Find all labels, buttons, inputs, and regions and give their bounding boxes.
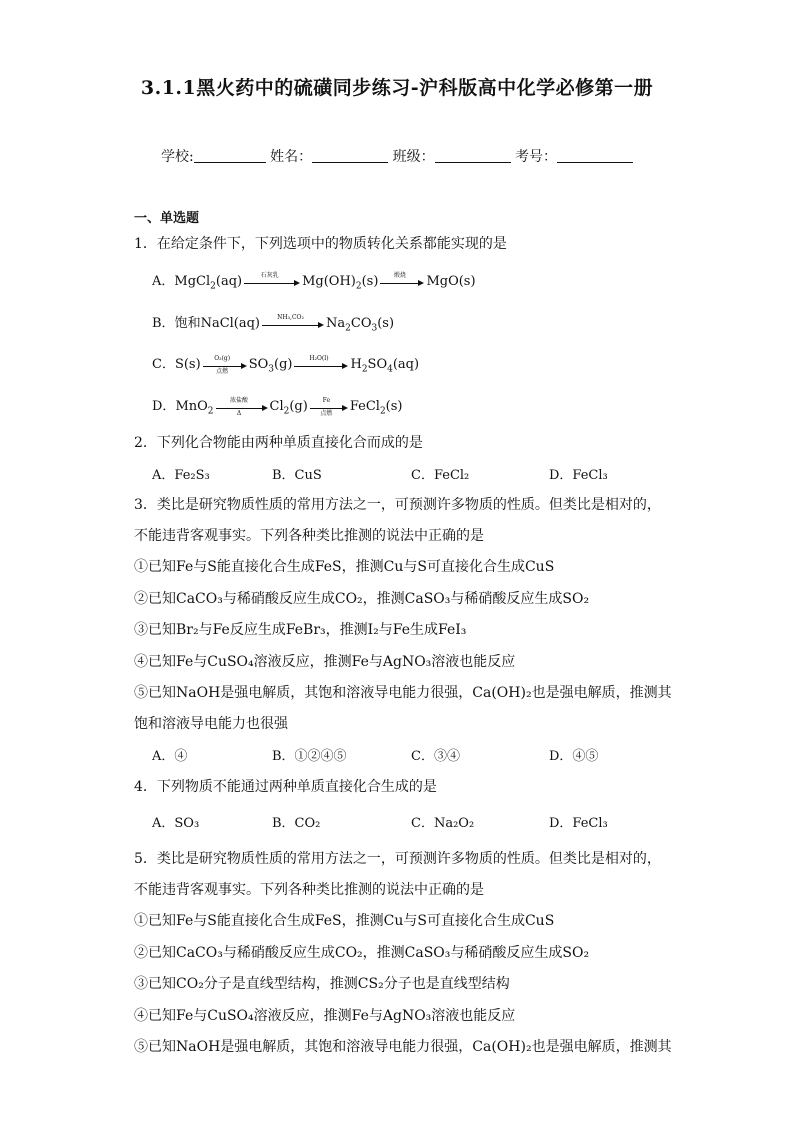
student-info-row <box>0 146 794 166</box>
q3-option-b[interactable]: B．①②④⑤ <box>272 749 347 764</box>
reaction-arrow: Fe 点燃 <box>310 400 348 414</box>
school-blank[interactable] <box>194 148 266 163</box>
reaction-arrow: NH₃,CO₂ <box>262 317 324 331</box>
question-3-stem-line-2: 不能违背客观事实。下列各种类比推测的说法中正确的是 <box>134 528 484 544</box>
q3-statement-5-line-2: 饱和溶液导电能力也很强 <box>134 716 288 732</box>
q4-option-a[interactable]: A．SO₃ <box>152 816 200 831</box>
question-5-stem-line-2: 不能违背客观事实。下列各种类比推测的说法中正确的是 <box>134 882 484 898</box>
question-5-stem-line-1: 5．类比是研究物质性质的常用方法之一，可预测许多物质的性质。但类比是相对的， <box>134 851 661 867</box>
reaction-arrow: H₂O(l) <box>294 358 348 372</box>
reaction-arrow: 石灰乳 <box>244 275 300 289</box>
q3-statement-5-line-1: ⑤已知NaOH是强电解质，其饱和溶液导电能力很强，Ca(OH)₂也是强电解质，推测其 <box>134 685 672 701</box>
q3-statement-4: ④已知Fe与CuSO₄溶液反应，推测Fe与AgNO₃溶液也能反应 <box>134 654 516 670</box>
q4-option-c[interactable]: C．Na₂O₂ <box>411 816 475 831</box>
section-heading: 一、单选题 <box>134 211 200 226</box>
q3-option-c[interactable]: C．③④ <box>411 749 460 764</box>
q3-option-a[interactable]: A．④ <box>152 749 188 764</box>
number-blank[interactable] <box>557 148 633 163</box>
q1-option-d[interactable]: D．MnO$_2$ 浓盐酸 Δ $Cl_2(g)$ Fe 点燃 FeCl$_2$(s) <box>152 396 403 417</box>
q5-statement-4: ④已知Fe与CuSO₄溶液反应，推测Fe与AgNO₃溶液也能反应 <box>134 1008 516 1024</box>
question-1-stem: 1．在给定条件下，下列选项中的物质转化关系都能实现的是 <box>134 236 507 252</box>
q2-option-a[interactable]: A．Fe₂S₃ <box>152 468 210 483</box>
school-label: 学校: <box>160 149 194 165</box>
q3-option-d[interactable]: D．④⑤ <box>549 749 599 764</box>
q3-statement-1: ①已知Fe与S能直接化合生成FeS，推测Cu与S可直接化合生成CuS <box>134 559 555 575</box>
reaction-arrow: 煅烧 <box>380 275 424 289</box>
class-blank[interactable] <box>435 148 511 163</box>
class-label: 班级： <box>392 149 435 165</box>
q2-option-d[interactable]: D．FeCl₃ <box>549 468 608 483</box>
q1-option-c[interactable]: C．S(s) O₂(g) 点燃 $SO_3(g)$ H₂O(l) $H_2SO_4(aq)$ <box>152 354 420 375</box>
question-3-stem-line-1: 3．类比是研究物质性质的常用方法之一，可预测许多物质的性质。但类比是相对的， <box>134 497 661 513</box>
q1-option-b[interactable]: B．饱和NaCl(aq) NH₃,CO₂ $Na_2CO_3(s)$ <box>152 313 395 334</box>
q5-statement-3: ③已知CO₂分子是直线型结构，推测CS₂分子也是直线型结构 <box>134 976 510 992</box>
page-title: 3.1.1黑火药中的硫磺同步练习-沪科版高中化学必修第一册 <box>140 77 654 99</box>
q5-statement-5-line-1: ⑤已知NaOH是强电解质，其饱和溶液导电能力很强，Ca(OH)₂也是强电解质，推测其 <box>134 1039 672 1055</box>
name-blank[interactable] <box>312 148 388 163</box>
number-label: 考号： <box>515 149 558 165</box>
question-2-stem: 2．下列化合物能由两种单质直接化合而成的是 <box>134 435 423 451</box>
reaction-arrow: O₂(g) 点燃 <box>203 358 247 372</box>
reaction-arrow: 浓盐酸 Δ <box>216 400 268 414</box>
q2-option-b[interactable]: B．CuS <box>272 468 322 483</box>
q1-option-a[interactable]: A．MgCl$_2$(aq) 石灰乳 $Mg(OH)_2(s)$ 煅烧 MgO(s) <box>152 271 476 292</box>
question-4-stem: 4．下列物质不能通过两种单质直接化合生成的是 <box>134 779 437 795</box>
q5-statement-2: ②已知CaCO₃与稀硝酸反应生成CO₂，推测CaSO₃与稀硝酸反应生成SO₂ <box>134 945 590 961</box>
q2-option-c[interactable]: C．FeCl₂ <box>411 468 470 483</box>
q5-statement-1: ①已知Fe与S能直接化合生成FeS，推测Cu与S可直接化合生成CuS <box>134 913 555 929</box>
q3-statement-2: ②已知CaCO₃与稀硝酸反应生成CO₂，推测CaSO₃与稀硝酸反应生成SO₂ <box>134 591 590 607</box>
name-label: 姓名： <box>270 149 313 165</box>
q4-option-b[interactable]: B．CO₂ <box>272 816 321 831</box>
q3-statement-3: ③已知Br₂与Fe反应生成FeBr₃，推测I₂与Fe生成FeI₃ <box>134 622 467 638</box>
q4-option-d[interactable]: D．FeCl₃ <box>549 816 608 831</box>
